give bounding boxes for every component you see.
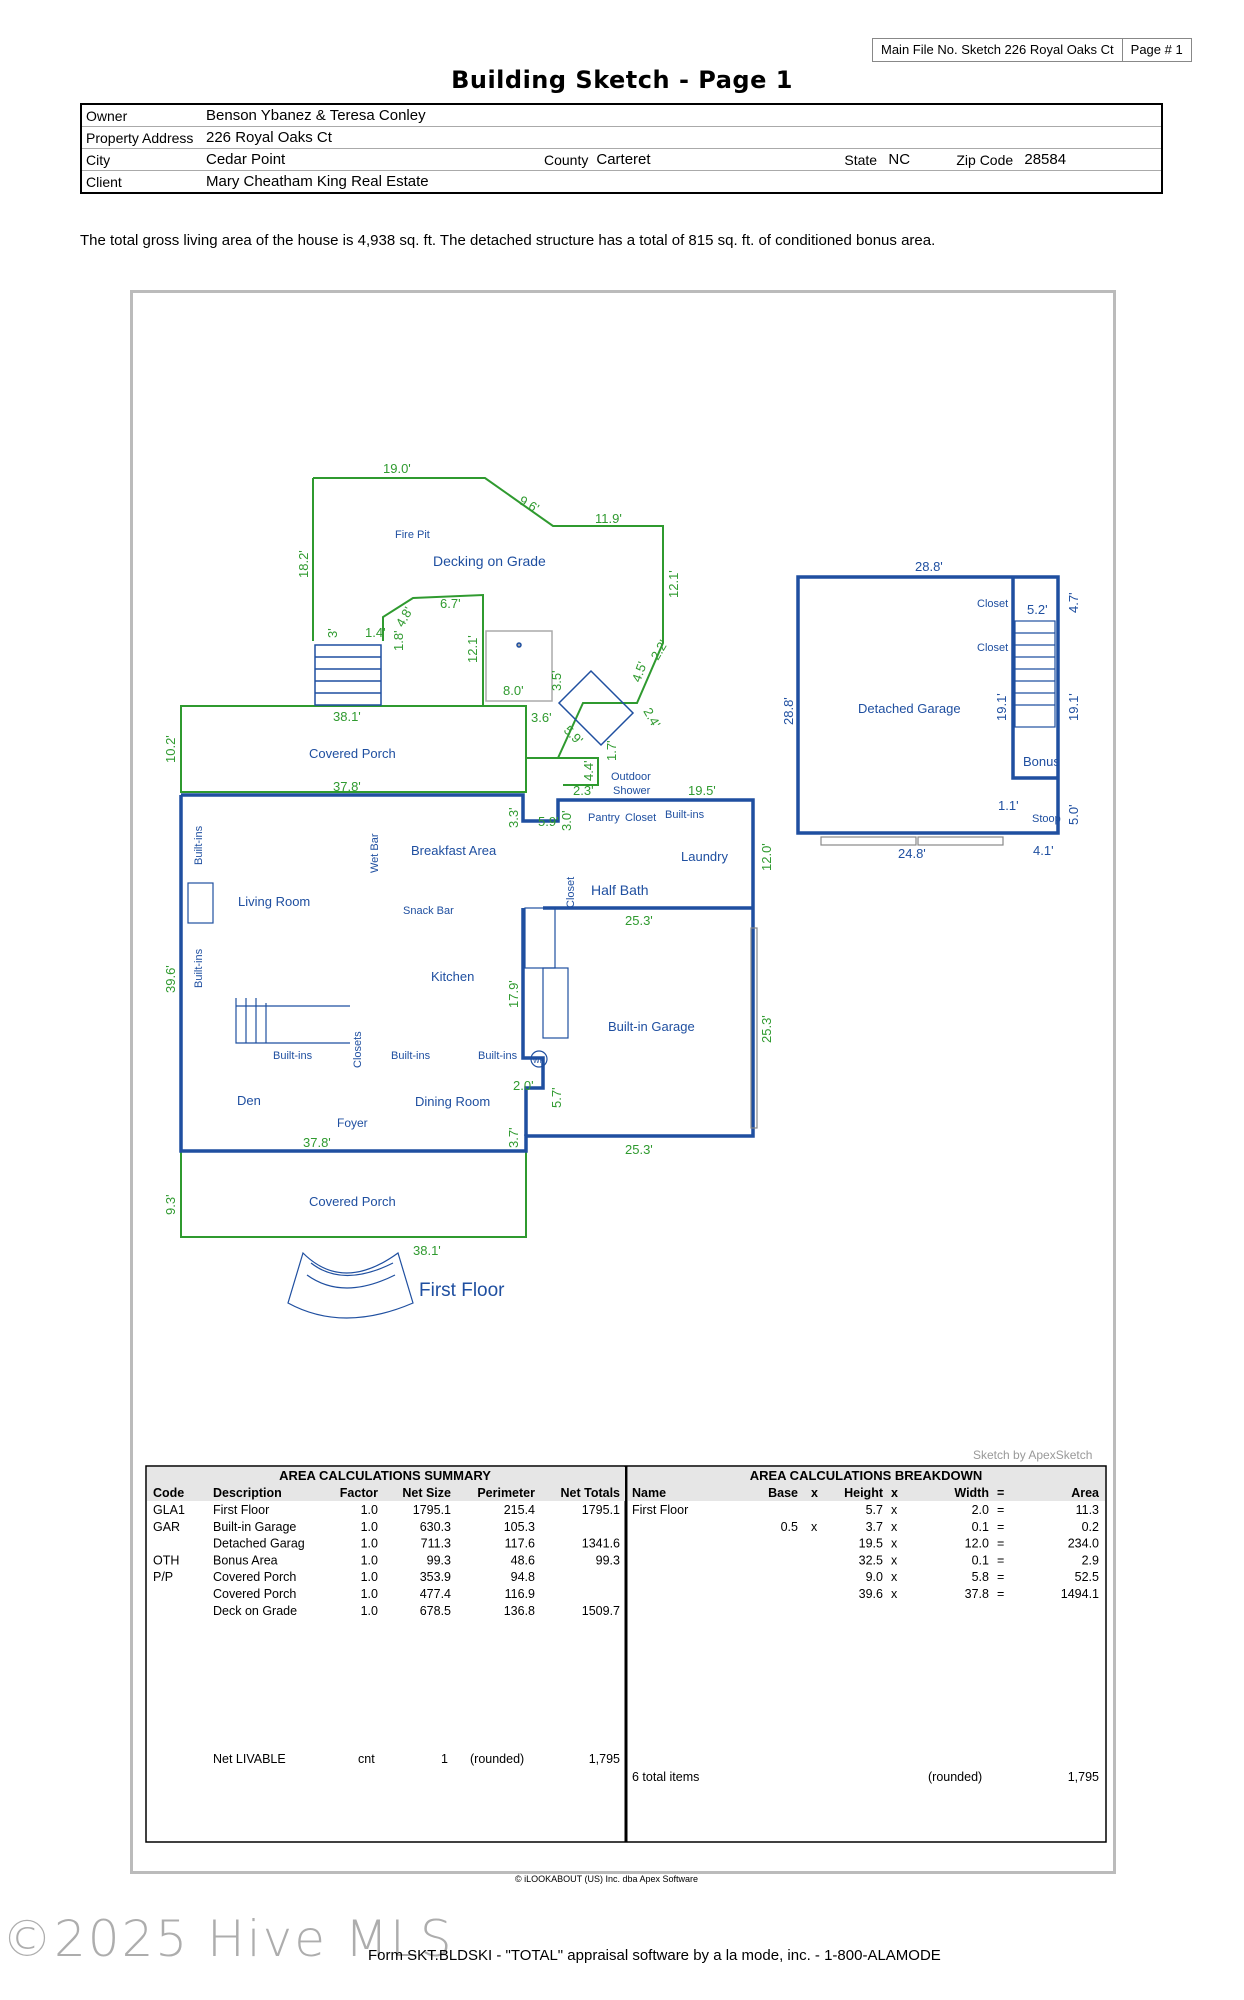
summary-cell: 94.8 xyxy=(510,1570,535,1585)
room-label: Built-ins xyxy=(665,809,705,821)
city-label: City xyxy=(81,149,202,171)
summary-column-header: Description xyxy=(213,1486,282,1500)
detached-stair xyxy=(1015,621,1055,727)
floor-label: First Floor xyxy=(419,1280,505,1301)
client-row xyxy=(81,171,1162,194)
summary-cell: 1.0 xyxy=(360,1536,378,1551)
summary-cell: 1795.1 xyxy=(581,1503,620,1517)
room-label: Fire Pit xyxy=(395,529,430,541)
address-label: Property Address xyxy=(81,127,202,149)
breakdown-cell: 0.2 xyxy=(1081,1519,1099,1534)
breakdown-cell: = xyxy=(997,1570,1005,1585)
room-label: Bonus xyxy=(1023,754,1060,769)
dim-label: 17.9' xyxy=(506,980,521,1008)
dim-label: 3.7' xyxy=(506,1127,521,1148)
summary-cell: 1.0 xyxy=(360,1553,378,1568)
dim-label: 2.2' xyxy=(647,637,671,663)
dim-label: 25.3' xyxy=(625,1142,653,1157)
breakdown-cell: x xyxy=(891,1503,898,1517)
breakdown-cell: x xyxy=(891,1570,898,1585)
main-file-box xyxy=(872,38,1192,62)
summary-cell: 477.4 xyxy=(419,1587,451,1601)
breakdown-total-cell: 6 total items xyxy=(632,1770,700,1784)
breakdown-column-header: = xyxy=(997,1486,1005,1500)
dim-label: 12.1' xyxy=(666,570,681,598)
summary-cell: Covered Porch xyxy=(213,1587,297,1601)
dim-label: 3.5' xyxy=(549,670,564,691)
summary-column-header: Factor xyxy=(339,1486,378,1500)
net-livable-cell: Net LIVABLE xyxy=(213,1752,286,1766)
breakdown-total-cell: 1,795 xyxy=(1067,1770,1099,1784)
floor-plan-sketch xyxy=(133,293,1113,1884)
breakdown-column-header: Area xyxy=(1071,1486,1099,1500)
breakdown-cell: 12.0 xyxy=(964,1536,989,1551)
breakdown-cell: 37.8 xyxy=(964,1587,989,1601)
state-label: State xyxy=(840,149,884,171)
summary-column-header: Net Size xyxy=(402,1486,451,1500)
summary-cell: 678.5 xyxy=(419,1603,451,1618)
room-label: Closet xyxy=(625,812,657,824)
page-title: Building Sketch - Page 1 xyxy=(451,66,793,94)
breakdown-total-cell: (rounded) xyxy=(928,1770,983,1784)
room-label: Breakfast Area xyxy=(411,843,497,858)
dim-label: 1.1' xyxy=(998,798,1019,813)
summary-cell: 1795.1 xyxy=(412,1503,451,1517)
county-label: County xyxy=(540,149,592,171)
dim-label: 19.0' xyxy=(383,461,411,476)
room-label: Built-ins xyxy=(193,948,205,988)
dim-label: 1.7' xyxy=(604,740,619,761)
dim-label: 9.6' xyxy=(516,492,542,516)
dim-label: 25.3' xyxy=(625,913,653,928)
summary-cell: 1.0 xyxy=(360,1603,378,1618)
summary-cell: 136.8 xyxy=(503,1603,535,1618)
summary-cell: 630.3 xyxy=(419,1519,451,1534)
breakdown-cell: x xyxy=(891,1553,898,1568)
garage-divider xyxy=(523,908,543,1136)
dim-label: 4.1' xyxy=(1033,843,1054,858)
room-label: Covered Porch xyxy=(309,1194,396,1209)
dim-label: 9.3' xyxy=(163,1194,178,1215)
summary-cell: 1.0 xyxy=(360,1503,378,1517)
main-file-label: Main File No. Sketch 226 Royal Oaks Ct xyxy=(881,42,1114,57)
room-label: Shower xyxy=(613,785,651,797)
client-value: Mary Cheatham King Real Estate xyxy=(206,173,429,190)
state-value: NC xyxy=(884,149,952,171)
summary-column-header: Perimeter xyxy=(477,1486,535,1500)
summary-cell: 1.0 xyxy=(360,1519,378,1534)
dim-label: 38.1' xyxy=(413,1243,441,1258)
room-label: Laundry xyxy=(681,849,728,864)
summary-column-header: Code xyxy=(153,1486,185,1500)
address-value: 226 Royal Oaks Ct xyxy=(202,127,1162,149)
room-label: Built-ins xyxy=(391,1050,431,1062)
dim-label: 3.6' xyxy=(531,710,552,725)
summary-cell: 1341.6 xyxy=(581,1536,620,1551)
breakdown-column-header: Name xyxy=(632,1486,667,1500)
city-row xyxy=(81,149,1162,171)
breakdown-cell: 52.5 xyxy=(1074,1570,1099,1585)
room-label: Closets xyxy=(352,1031,364,1068)
dim-label: 4.5' xyxy=(628,659,650,685)
dim-label: 28.8' xyxy=(781,697,796,725)
breakdown-cell: = xyxy=(997,1536,1005,1551)
dim-label: 2.4' xyxy=(640,705,664,731)
summary-cell: 215.4 xyxy=(503,1503,535,1517)
summary-cell: 116.9 xyxy=(504,1587,535,1601)
dim-label: 8.0' xyxy=(503,683,524,698)
dim-label: 19.5' xyxy=(688,783,716,798)
hot-tub-drain xyxy=(517,643,521,647)
summary-cell: Covered Porch xyxy=(213,1570,297,1585)
dim-label: 1.4' xyxy=(365,625,386,640)
front-step-line xyxy=(311,1263,393,1276)
copyright: © iLOOKABOUT (US) Inc. dba Apex Software xyxy=(515,1874,699,1884)
dim-label: 19.1' xyxy=(1066,693,1081,721)
room-label: Detached Garage xyxy=(858,701,961,716)
dim-label: 4.4' xyxy=(581,760,596,781)
breakdown-cell: x xyxy=(891,1536,898,1551)
net-livable-cell: cnt xyxy=(358,1752,375,1766)
room-label: Built-ins xyxy=(273,1050,313,1062)
room-label: Built-ins xyxy=(478,1050,518,1062)
summary-cell: P/P xyxy=(153,1570,174,1585)
breakdown-title: AREA CALCULATIONS BREAKDOWN xyxy=(749,1468,983,1483)
summary-cell: OTH xyxy=(153,1553,180,1568)
area-calculations xyxy=(146,1466,1106,1884)
breakdown-column-header: Width xyxy=(954,1486,989,1500)
hall-stair xyxy=(525,908,555,968)
net-livable-cell: 1 xyxy=(441,1752,448,1766)
breakdown-cell: 39.6 xyxy=(858,1587,883,1601)
breakdown-column-header: x xyxy=(891,1486,898,1500)
dim-label: 25.3' xyxy=(759,1015,774,1043)
breakdown-cell: 32.5 xyxy=(858,1553,883,1568)
summary-rows xyxy=(153,1486,620,1766)
deck-stair-left xyxy=(315,645,381,705)
breakdown-column-header: Height xyxy=(844,1486,883,1500)
breakdown-cell: 0.5 xyxy=(780,1519,798,1534)
summary-cell: 105.3 xyxy=(503,1519,535,1534)
dim-label: 38.1' xyxy=(333,709,361,724)
room-label: Kitchen xyxy=(431,969,475,984)
interior-stair xyxy=(236,998,350,1043)
dim-label: 2.3' xyxy=(573,783,594,798)
dim-label: 4.8' xyxy=(392,604,416,630)
owner-value: Benson Ybanez & Teresa Conley xyxy=(202,104,1162,127)
breakdown-cell: = xyxy=(997,1519,1005,1534)
room-label: Outdoor xyxy=(611,771,651,783)
room-label: Half Bath xyxy=(591,882,649,898)
owner-row xyxy=(81,104,1162,127)
dim-label: 37.8' xyxy=(303,1135,331,1150)
net-livable-cell: (rounded) xyxy=(470,1752,525,1766)
summary-cell: GLA1 xyxy=(153,1503,185,1517)
summary-cell: 99.3 xyxy=(426,1553,451,1568)
summary-cell: First Floor xyxy=(213,1503,270,1517)
dim-label: 5.9' xyxy=(560,722,587,748)
county-value: Carteret xyxy=(592,149,840,171)
gross-living-area-note: The total gross living area of the house is 4,938 sq. ft. The detached structure has a total of 815 sq. ft. of conditioned bonus area. xyxy=(80,232,936,249)
summary-cell: 1.0 xyxy=(360,1570,378,1585)
city-value: Cedar Point xyxy=(202,149,540,171)
room-label: Foyer xyxy=(337,1116,368,1130)
dim-label: 28.8' xyxy=(915,559,943,574)
dim-label: 19.1' xyxy=(994,693,1009,721)
house-outline xyxy=(181,577,1058,1151)
breakdown-cell: 5.7 xyxy=(865,1503,883,1517)
room-label: Closet xyxy=(565,876,577,908)
breakdown-cell: x xyxy=(811,1519,818,1534)
room-label: Den xyxy=(237,1093,261,1108)
room-label: Snack Bar xyxy=(403,905,454,917)
property-header-table xyxy=(80,103,1163,194)
breakdown-column-header: x xyxy=(811,1486,818,1500)
dim-label: 5.7' xyxy=(549,1087,564,1108)
breakdown-cell: 11.3 xyxy=(1075,1503,1099,1517)
breakdown-cell: 2.9 xyxy=(1081,1553,1099,1568)
apex-credit: Sketch by ApexSketch xyxy=(973,1448,1093,1462)
breakdown-cell: x xyxy=(891,1519,898,1534)
breakdown-column-header: Base xyxy=(768,1486,798,1500)
summary-cell: 353.9 xyxy=(419,1570,451,1585)
dim-label: 5.0' xyxy=(1066,804,1081,825)
breakdown-cell: 2.0 xyxy=(971,1503,989,1517)
summary-title: AREA CALCULATIONS SUMMARY xyxy=(279,1468,491,1483)
summary-cell: 1.0 xyxy=(360,1587,378,1601)
breakdown-cell: = xyxy=(997,1553,1005,1568)
dim-label: 2.0' xyxy=(513,1078,534,1093)
room-label: Pantry xyxy=(588,812,620,824)
watermark: ©2025 Hive MLS xyxy=(2,1910,454,1968)
dim-label: 39.6' xyxy=(163,965,178,993)
dim-label: 3.0' xyxy=(559,810,574,831)
dim-label: 3' xyxy=(325,628,340,638)
breakdown-cell: 9.0 xyxy=(865,1570,883,1585)
breakdown-cell: = xyxy=(997,1503,1005,1517)
summary-cell: Deck on Grade xyxy=(213,1603,298,1618)
fireplace xyxy=(188,883,213,923)
room-label: Living Room xyxy=(238,894,311,909)
summary-cell: Bonus Area xyxy=(213,1553,278,1568)
breakdown-cell: 234.0 xyxy=(1067,1536,1099,1551)
dim-label: 12.0' xyxy=(759,843,774,871)
zip-value: 28584 xyxy=(1020,149,1162,171)
dim-label: 12.1' xyxy=(465,635,480,663)
room-label: Decking on Grade xyxy=(433,553,546,569)
dim-label: 1.8' xyxy=(391,630,406,651)
summary-column-header: Net Totals xyxy=(560,1486,620,1500)
front-step-line xyxy=(307,1275,395,1288)
client-label: Client xyxy=(86,173,122,190)
room-label: Dining Room xyxy=(415,1094,491,1109)
summary-cell: 1509.7 xyxy=(581,1603,620,1618)
room-label: Built-in Garage xyxy=(608,1019,695,1034)
summary-cell: 711.3 xyxy=(420,1536,451,1551)
summary-cell: Detached Garag xyxy=(213,1536,305,1551)
dim-label: 18.2' xyxy=(296,550,311,578)
room-label: Covered Porch xyxy=(309,746,396,761)
owner-label: Owner xyxy=(81,104,202,127)
summary-cell: 48.6 xyxy=(510,1553,535,1568)
room-label: Wet Bar xyxy=(369,833,381,873)
breakdown-cell: 3.7 xyxy=(865,1519,883,1534)
dim-label: 6.7' xyxy=(440,596,461,611)
summary-cell: Built-in Garage xyxy=(213,1519,297,1534)
breakdown-cell: = xyxy=(997,1587,1005,1601)
dim-label: 37.8' xyxy=(333,779,361,794)
zip-label: Zip Code xyxy=(952,149,1020,171)
summary-cell: 117.6 xyxy=(504,1536,535,1551)
dim-label: 5.2' xyxy=(1027,602,1048,617)
summary-cell: GAR xyxy=(153,1519,181,1534)
dim-label: 24.8' xyxy=(898,846,926,861)
dim-label: 10.2' xyxy=(163,735,178,763)
sketch-frame xyxy=(130,290,1116,1884)
breakdown-cell: 0.1 xyxy=(971,1519,989,1534)
breakdown-cell: x xyxy=(891,1587,898,1601)
garage-door-2 xyxy=(918,837,1003,845)
breakdown-rows xyxy=(632,1486,1100,1784)
footer-text: Form SKT.BLDSKI - "TOTAL" appraisal software by a la mode, inc. - 1-800-ALAMODE xyxy=(368,1947,941,1964)
breakdown-cell: 19.5 xyxy=(858,1536,883,1551)
room-label: Stoop xyxy=(1032,813,1061,825)
net-livable-cell: 1,795 xyxy=(588,1752,620,1766)
dim-label: 11.9' xyxy=(595,511,622,526)
front-steps xyxy=(288,1253,413,1318)
dim-label: 3.3' xyxy=(506,807,521,828)
page-number: Page # 1 xyxy=(1122,39,1191,61)
breakdown-cell: 1494.1 xyxy=(1060,1587,1099,1601)
dim-label: 5.9' xyxy=(538,814,559,829)
room-label: Closet xyxy=(977,642,1009,654)
room-label: WH xyxy=(533,1058,545,1065)
address-row xyxy=(81,127,1162,149)
dim-label: 4.7' xyxy=(1066,592,1081,613)
summary-cell: 99.3 xyxy=(595,1553,620,1568)
room-label: Closet xyxy=(977,598,1009,610)
breakdown-cell: First Floor xyxy=(632,1503,689,1517)
room-label: Built-ins xyxy=(193,825,205,865)
garage-door-1 xyxy=(821,837,916,845)
breakdown-cell: 0.1 xyxy=(971,1553,989,1568)
breakdown-cell: 5.8 xyxy=(971,1570,989,1585)
hall-closet xyxy=(543,968,568,1038)
